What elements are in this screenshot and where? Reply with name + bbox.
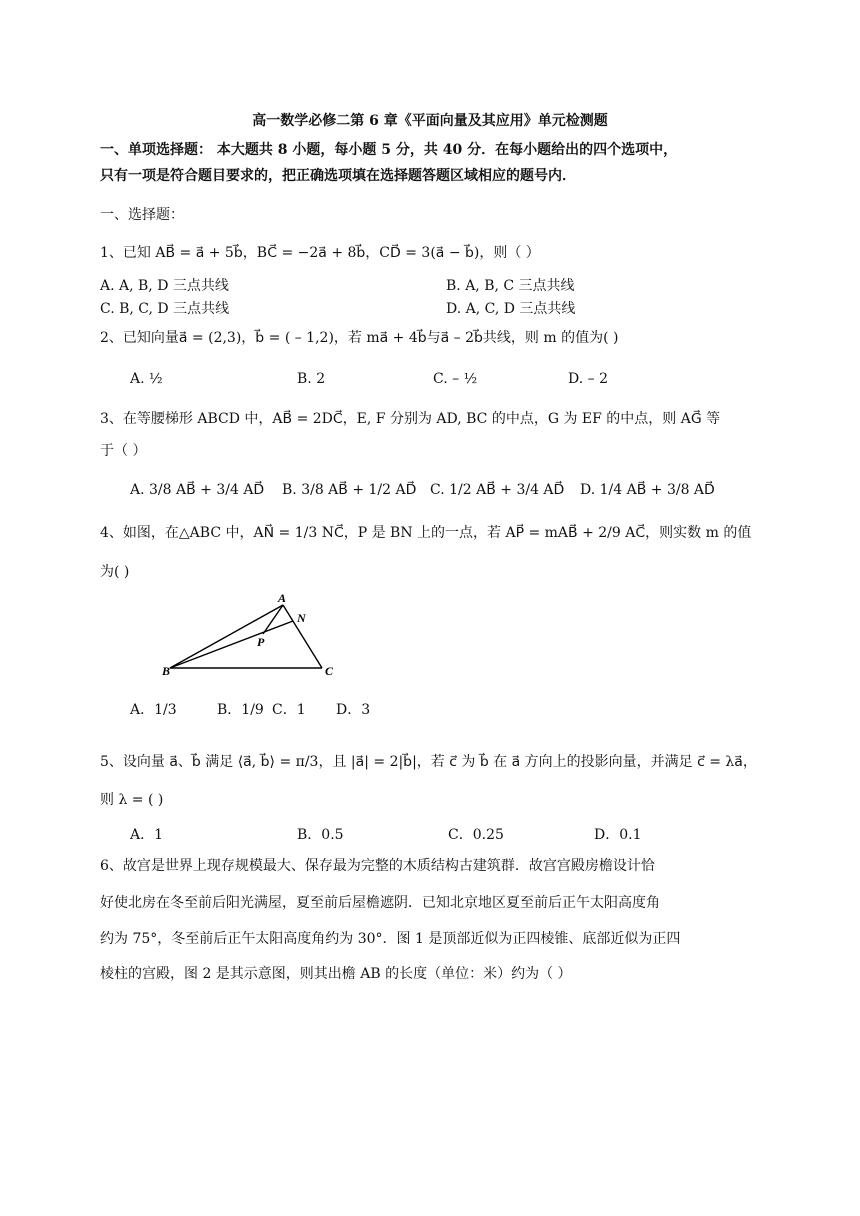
q1-option-a: A. A, B, D 三点共线 xyxy=(100,278,229,294)
q5-option-d: D．0.1 xyxy=(594,827,642,843)
q3-stem-line1: 3、在等腰梯形 ABCD 中，AB⃗ = 2DC⃗，E, F 分别为 AD, BC 的中点，G 为 EF 的中点，则 AG⃗ 等 xyxy=(100,411,721,427)
section-instruction-line2: 只有一项是符合题目要求的，把正确选项填在选择题答题区域相应的题号内． xyxy=(100,168,576,184)
q4-option-d: D．3 xyxy=(336,702,371,718)
q2-stem: 2、已知向量a⃗ = (2,3)，b⃗ = ( – 1,2)，若 ma⃗ + 4b⃗与a⃗ – 2b⃗共线，则 m 的值为( ) xyxy=(100,330,619,346)
label-c: C xyxy=(325,664,334,678)
subheading: 一、选择题： xyxy=(100,207,184,223)
label-p: P xyxy=(257,635,265,649)
q2-option-d: D. – 2 xyxy=(568,371,608,387)
q3-option-d: D. 1/4 AB⃗ + 3/8 AD⃗ xyxy=(580,482,715,498)
q1-option-b: B. A, B, C 三点共线 xyxy=(446,278,575,294)
q5-option-a: A．1 xyxy=(130,827,164,843)
q6-line4: 棱柱的宫殿，图 2 是其示意图，则其出檐 AB 的长度（单位：米）约为（ ） xyxy=(100,966,572,982)
q3-stem-line2: 于（ ） xyxy=(100,443,147,459)
q6-line3: 约为 75°，冬至前后正午太阳高度角约为 30°．图 1 是顶部近似为正四棱锥、底部近似为正四 xyxy=(100,931,681,947)
q1-stem: 1、已知 AB⃗ = a⃗ + 5b⃗，BC⃗ = −2a⃗ + 8b⃗，CD⃗ = 3(a⃗ − b⃗)，则（ ） xyxy=(100,245,540,261)
q3-option-c: C. 1/2 AB⃗ + 3/4 AD⃗ xyxy=(430,482,565,498)
section-instruction-line1: 一、单项选择题： 本大题共 8 小题，每小题 5 分，共 40 分．在每小题给出的四个选项中， xyxy=(100,142,678,158)
label-a: A xyxy=(278,591,287,605)
q4-option-a: A．1/3 xyxy=(130,702,177,718)
q5-option-b: B．0.5 xyxy=(297,827,344,843)
q1-option-d: D. A, C, D 三点共线 xyxy=(446,301,576,317)
q3-option-b: B. 3/8 AB⃗ + 1/2 AD⃗ xyxy=(282,482,417,498)
label-n: N xyxy=(297,611,306,625)
label-b: B xyxy=(162,664,171,678)
q6-line2: 好使北房在冬至前后阳光满屋，夏至前后屋檐遮阴．已知北京地区夏至前后正午太阳高度角 xyxy=(100,895,660,911)
segment-bn xyxy=(170,621,293,668)
q4-stem-line2: 为( ) xyxy=(100,564,130,580)
triangle-figure xyxy=(150,588,360,683)
q5-stem-line2: 则 λ = ( ) xyxy=(100,792,164,808)
q2-option-c: C. – ½ xyxy=(433,371,478,387)
q3-option-a: A. 3/8 AB⃗ + 3/4 AD⃗ xyxy=(130,482,265,498)
q4-option-b: B．1/9 xyxy=(217,702,264,718)
q4-stem-line1: 4、如图，在△ABC 中，AN⃗ = 1/3 NC⃗，P 是 BN 上的一点，若 AP⃗ = mAB⃗ + 2/9 AC⃗，则实数 m 的值 xyxy=(100,525,752,541)
q5-stem-line1: 5、设向量 a⃗、b⃗ 满足 ⟨a⃗, b⃗⟩ = π/3，且 |a⃗| = 2|b⃗|，若 c⃗ 为 b⃗ 在 a⃗ 方向上的投影向量，并满足 c⃗ = λa⃗， xyxy=(100,754,757,770)
side-ba xyxy=(170,605,283,668)
q2-option-b: B. 2 xyxy=(297,371,326,387)
q2-option-a: A. ½ xyxy=(130,371,163,387)
q5-option-c: C．0.25 xyxy=(448,827,504,843)
q6-line1: 6、故宫是世界上现存规模最大、保存最为完整的木质结构古建筑群．故宫宫殿房檐设计恰 xyxy=(100,858,655,874)
segment-ap xyxy=(263,605,283,634)
q4-option-c: C．1 xyxy=(272,702,306,718)
page-title: 高一数学必修二第 6 章《平面向量及其应用》单元检测题 xyxy=(252,113,608,129)
q1-option-c: C. B, C, D 三点共线 xyxy=(100,301,230,317)
